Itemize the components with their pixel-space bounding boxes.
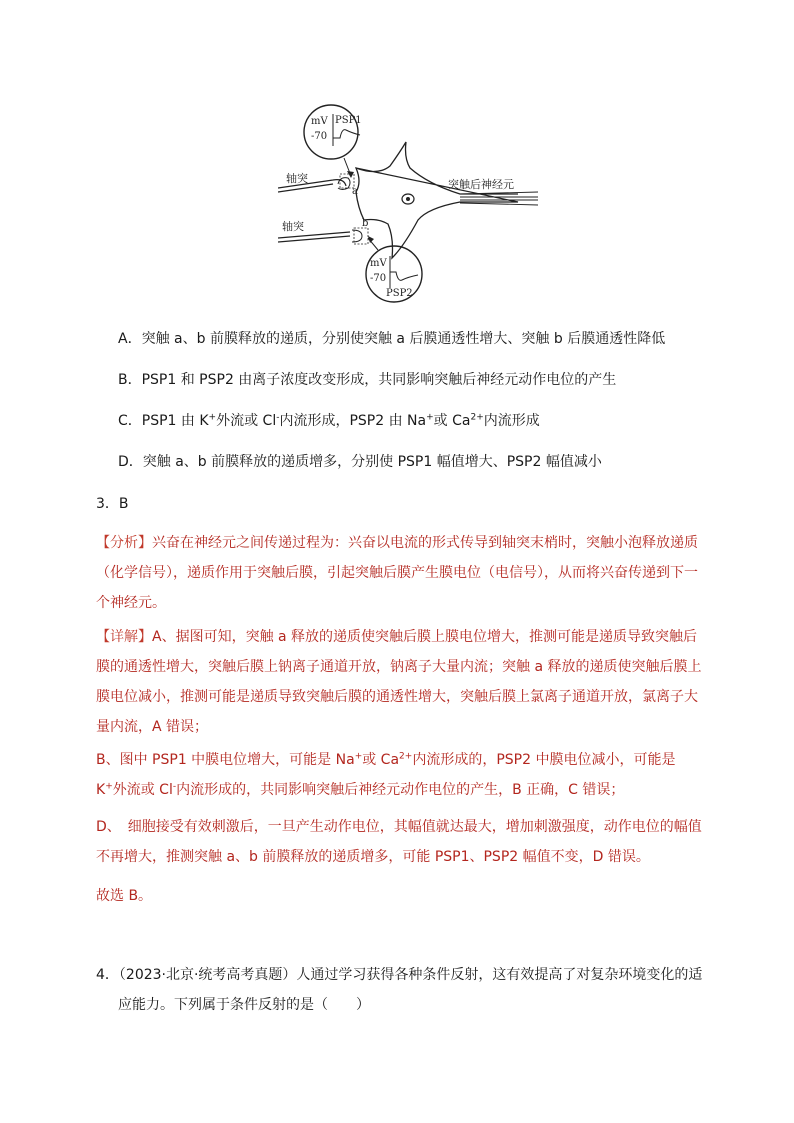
option-b: B．PSP1 和 PSP2 由离子浓度改变形成，共同影响突触后神经元动作电位的产生	[118, 372, 617, 388]
sup-plus: +	[208, 412, 217, 423]
axon-out-4	[460, 203, 538, 205]
detail-b-paragraph	[96, 745, 706, 805]
sup-2plus: 2+	[399, 751, 413, 762]
detail-b-part1: B、图中 PSP1 中膜电位增大，可能是 Na	[96, 752, 355, 768]
option-c-part2: 外流或 Cl	[216, 413, 277, 429]
nucleolus	[406, 197, 410, 201]
sup-plus: +	[426, 412, 434, 423]
analysis-tag: 【分析】	[96, 535, 152, 551]
synapse-diagram	[278, 96, 538, 306]
question-4-line2: 应能力。下列属于条件反射的是（ ）	[118, 997, 370, 1013]
synapse-a-label: a	[352, 186, 358, 197]
conclusion-line: 故选 B。	[96, 888, 153, 904]
option-a: A．突触 a、b 前膜释放的递质，分别使突触 a 后膜通透性增大、突触 b 后膜通透性降低	[118, 331, 666, 347]
postsynaptic-neuron-label: 突触后神经元	[448, 178, 514, 191]
detail-b-part3: 内流形成的，PSP2 中膜电位减小，可能是 K	[96, 752, 676, 798]
question-4-line1: 4．（2023·北京·统考高考真题）人通过学习获得各种条件反射，这有效提高了对复杂环境变化的适	[96, 967, 703, 983]
psp1-trace	[333, 130, 360, 138]
psp1-pointer-head	[347, 171, 354, 178]
psp2-label: PSP2	[386, 288, 413, 299]
synapse-b-label: b	[362, 218, 369, 229]
option-c-part1: C．PSP1 由 K	[118, 413, 209, 429]
answer-line: 3．B	[96, 496, 129, 512]
sup-plus: +	[354, 751, 363, 762]
synapse-b-terminal	[352, 230, 362, 242]
psp2-trace	[390, 272, 418, 280]
detail-b-part4: 外流或 Cl	[112, 782, 173, 798]
axon-top-lower	[278, 184, 333, 192]
axon-top-label: 轴突	[286, 172, 308, 185]
detail-d-paragraph: D、 细胞接受有效刺激后，一旦产生动作电位，其幅值就达最大，增加刺激强度，动作电位的幅值不再增大，推测突触 a、b 前膜释放的递质增多，可能 PSP1、PSP2 幅值不变，D 错误。	[96, 819, 702, 865]
option-c	[118, 406, 718, 436]
sup-2plus: 2+	[470, 412, 484, 423]
psp2-baseline-label: -70	[370, 273, 387, 284]
option-c-part5: 内流形成	[483, 413, 540, 429]
sup-plus: +	[105, 781, 113, 792]
analysis-text: 兴奋在神经元之间传递过程为：兴奋以电流的形式传导到轴突末梢时，突触小泡释放递质（化学信号），递质作用于突触后膜，引起突触后膜产生膜电位（电信号），从而将兴奋传递到下一个神经元。	[96, 535, 698, 611]
detail-a-paragraph	[96, 622, 706, 742]
psp2-mv-label: mV	[370, 258, 387, 269]
option-d: D．突触 a、b 前膜释放的递质增多，分别使 PSP1 幅值增大、PSP2 幅值减小	[118, 454, 602, 470]
sup-minus: -	[276, 412, 280, 423]
analysis-paragraph	[96, 528, 706, 618]
detail-b-part5: 内流形成的，共同影响突触后神经元动作电位的产生，B 正确，C 错误；	[176, 782, 625, 798]
question-4	[96, 960, 708, 1020]
detail-tag: 【详解】	[96, 629, 152, 645]
detail-a-text: A、据图可知，突触 a 释放的递质使突触后膜上膜电位增大，推测可能是递质导致突触后膜的通透性增大，突触后膜上钠离子通道开放，钠离子大量内流；突触 a 释放的递质使突触后膜上膜电位减小，推测可能是递质导致突触后膜的通透性增大，突触后膜上氯离子通道开放，氯离子大量内流，A 错误；	[96, 629, 702, 735]
psp1-label: PSP1	[335, 115, 362, 126]
option-c-part3: 内流形成，PSP2 由 Na	[279, 413, 427, 429]
psp1-mv-label: mV	[311, 116, 328, 127]
psp1-baseline-label: -70	[311, 131, 328, 142]
option-c-part4: 或 Ca	[433, 413, 471, 429]
detail-b-part2: 或 Ca	[362, 752, 400, 768]
neuron-synapse-figure	[278, 96, 538, 306]
axon-bottom-label: 轴突	[282, 220, 304, 233]
sup-minus: -	[172, 781, 177, 792]
